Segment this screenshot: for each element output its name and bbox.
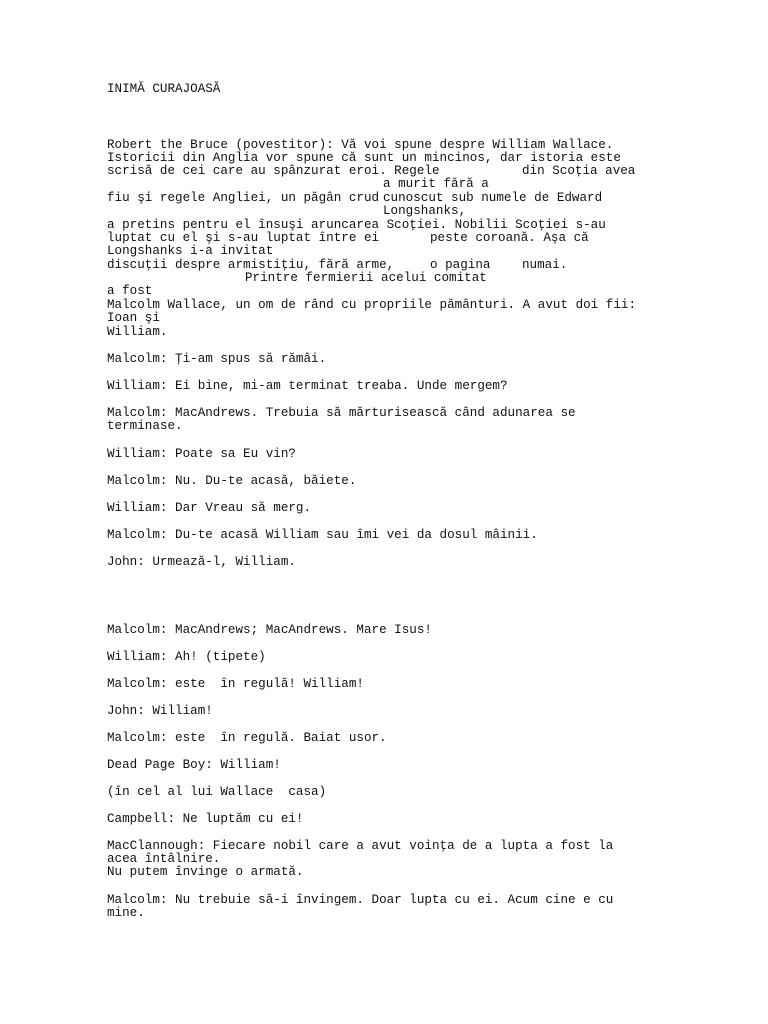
dialogue-line: Nu putem învinge o armată. (107, 865, 304, 879)
narration-line: Longshanks, (383, 204, 467, 218)
dialogue-line: Malcolm: este în regulă! William! (107, 677, 364, 691)
narration-line: o pagina (430, 258, 491, 272)
narration-line: fiu şi regele Angliei, un păgân crud (107, 191, 380, 205)
dialogue-line: MacClannough: Fiecare nobil care a avut voinţa de a lupta a fost la (107, 839, 614, 853)
narration-line: scrisă de cei care au spânzurat eroi. Regele (107, 164, 440, 178)
narration-line: din Scoţia avea (522, 164, 636, 178)
dialogue-line: Dead Page Boy: William! (107, 758, 281, 772)
narration-line: luptat cu el şi s-au luptat între ei (107, 231, 380, 245)
narration-line: peste coroană. Aşa că (430, 231, 589, 245)
narration-line: Istoricii din Anglia vor spune că sunt un mincinos, dar istoria este (107, 151, 621, 165)
dialogue-line: Malcolm: Nu trebuie să-i învingem. Doar lupta cu ei. Acum cine e cu (107, 893, 614, 907)
narration-line: William. (107, 325, 168, 339)
dialogue-line: William: Poate sa Eu vin? (107, 447, 296, 461)
narration-line: Malcolm Wallace, un om de rând cu propriile pământuri. A avut doi fii: (107, 298, 637, 312)
dialogue-line: terminase. (107, 419, 183, 433)
narration-line: Longshanks i-a invitat (107, 244, 274, 258)
dialogue-line: Malcolm: Nu. Du-te acasă, băiete. (107, 474, 357, 488)
narration-line: discuţii despre armistiţiu, fără arme, (107, 258, 395, 272)
dialogue-line: William: Ei bine, mi-am terminat treaba. Unde mergem? (107, 379, 508, 393)
narration-line: a pretins pentru el însuşi aruncarea Scoţiei. Nobilii Scoţiei s-au (107, 218, 606, 232)
dialogue-line: acea întâlnire. (107, 852, 221, 866)
stage-direction: (în cel al lui Wallace casa) (107, 785, 327, 799)
narration-line: cunoscut sub numele de Edward (383, 191, 603, 205)
dialogue-line: Malcolm: Du-te acasă William sau îmi vei da dosul mâinii. (107, 528, 538, 542)
dialogue-line: John: Urmează-l, William. (107, 555, 296, 569)
narration-line: Printre fermierii acelui comitat (245, 271, 487, 285)
document-title: INIMĂ CURAJOASĂ (107, 82, 221, 96)
dialogue-line: John: William! (107, 704, 213, 718)
dialogue-line: William: Dar Vreau să merg. (107, 501, 312, 515)
dialogue-line: mine. (107, 906, 145, 920)
dialogue-line: Malcolm: Ţi-am spus să rămâi. (107, 352, 327, 366)
narration-line: numai. (522, 258, 568, 272)
narration-line: a fost (107, 284, 153, 298)
narration-line: Robert the Bruce (povestitor): Vă voi spune despre William Wallace. (107, 138, 614, 152)
dialogue-line: Malcolm: este în regulă. Baiat usor. (107, 731, 387, 745)
narration-line: Ioan şi (107, 311, 160, 325)
dialogue-line: Campbell: Ne luptăm cu ei! (107, 812, 304, 826)
dialogue-line: Malcolm: MacAndrews; MacAndrews. Mare Isus! (107, 623, 432, 637)
dialogue-line: William: Ah! (tipete) (107, 650, 266, 664)
narration-line: a murit fără a (383, 177, 489, 191)
dialogue-line: Malcolm: MacAndrews. Trebuia să mărturisească când adunarea se (107, 406, 576, 420)
